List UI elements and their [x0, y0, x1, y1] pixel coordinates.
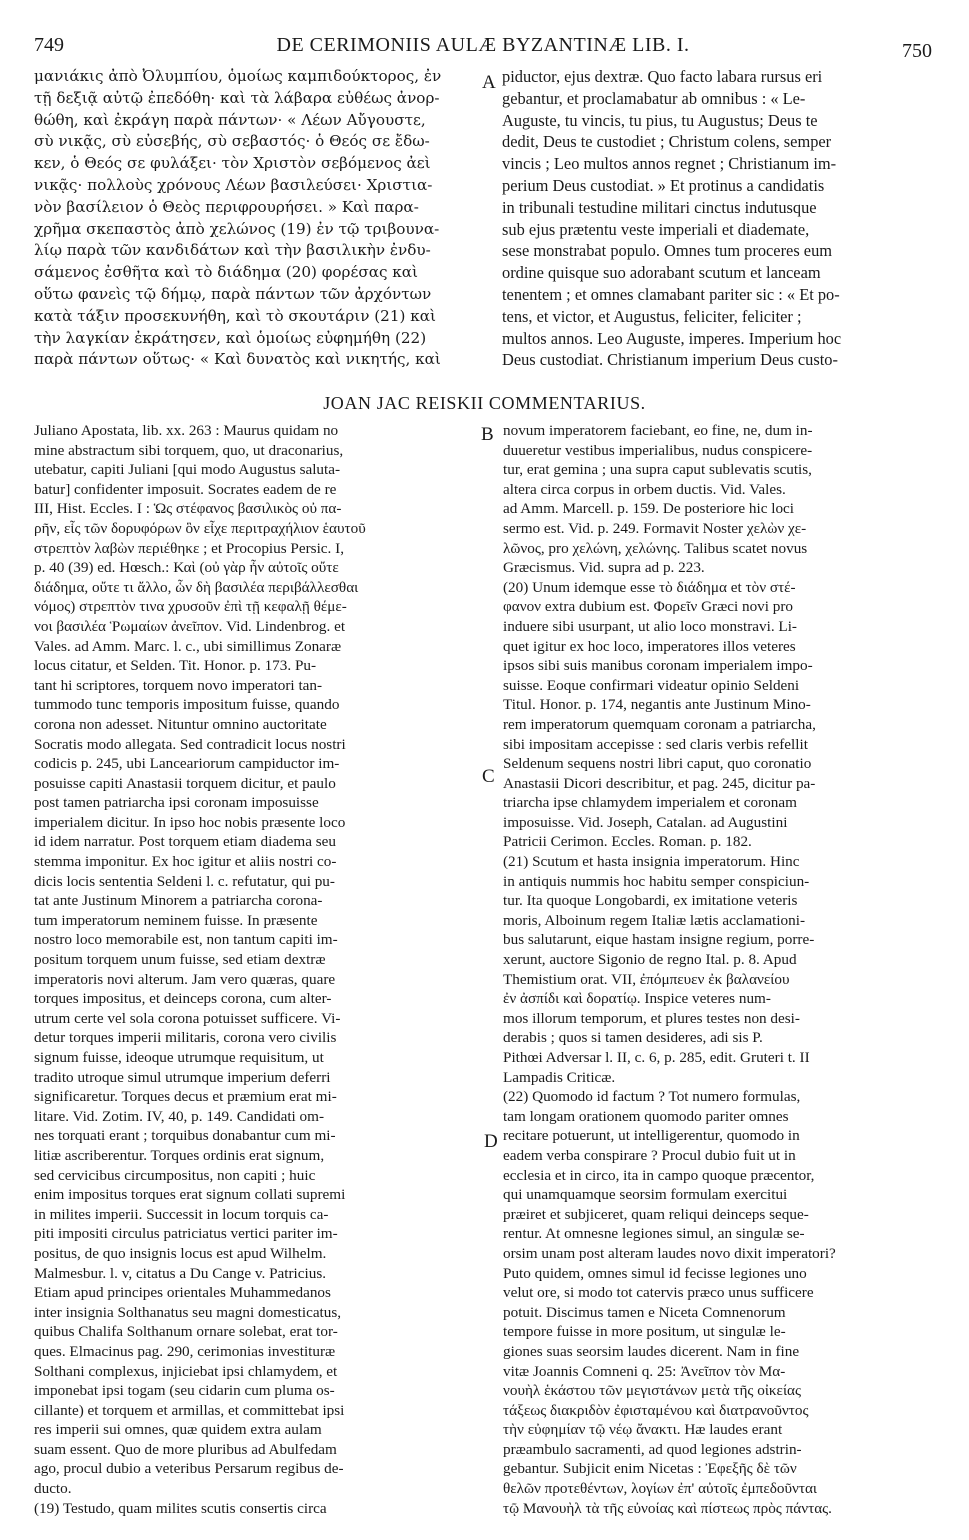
running-title: DE CERIMONIIS AULÆ BYZANTINÆ LIB. I. — [276, 34, 690, 56]
page-number-left: 749 — [34, 34, 64, 56]
margin-marker-b: B — [481, 424, 494, 445]
page-header — [34, 34, 932, 64]
margin-marker-a: A — [482, 72, 496, 93]
greek-text-column: μανιάκις ἀπὸ Ὀλυμπίου, ὁμοίως καμπιδούκτορος, ἐν τῇ δεξιᾷ αὐτῷ ἐπεδόθη· καὶ τὰ λάβαρα εὐθέως ἀνορ- θώθη, καὶ ἐκράγη παρὰ πάντων· « Λέων Αὔγουστε, σὺ νικᾷς, σὺ εὐσεβής, σὺ σεβαστός· ὁ Θεός σε ἔδω- κεν, ὁ Θεός σε φυλάξει· τὸν Χριστὸν σεβόμενος ἀεὶ νικᾷς· πολλοὺς χρόνους Λέων βασιλεύσει· Χριστια- νὸν βασίλειον ὁ Θεὸς περιφρουρήσει. » Καὶ παρα- χρῆμα σκεπαστὸς ἀπὸ χελώνος (19) ἐν τῷ τριβουνα- λίῳ παρὰ τῶν κανδιδάτων καὶ τὴν βασιλικὴν ἐνδυ- σάμενος ἐσθῆτα καὶ τὸ διάδημα (20) φορέσας καὶ οὕτω φανεὶς τῷ δήμῳ, παρὰ πάντων τῶν ἀρχόντων κατὰ τάξιν προσεκυνήθη, καὶ τὸ σκουτάριν (21) καὶ τὴν λαγκίαν ἐκράτησεν, καὶ ὁμοίως εὐφημήθη (22) παρὰ πάντων οὕτως· « Καὶ δυνατὸς καὶ νικητής, καὶ — [34, 67, 442, 369]
notes-left-column: Juliano Apostata, lib. xx. 263 : Maurus quidam no mine abstractum sibi torquem, quo, ut draconarius, utebatur, capiti Juliani [qui modo Augustus saluta- batur] confidenter imposuit. Socrates eadem de re III, Hist. Eccles. I : Ὡς στέφανος βασιλικὸς οὐ πα- ρῆν, εἷς τῶν δορυφόρων ὃν εἶχε περιτραχήλιον ἑαυτοῦ στρεπτὸν λαβὼν περιέθηκε ; et Procopius Persic. I, p. 40 (39) ed. Hœsch.: Καὶ (οὐ γὰρ ἦν αὐτοῖς οὔτε διάδημα, οὔτε τι ἄλλο, ὧν δὴ βασιλέα περιβάλλεσθαι νόμος) στρεπτὸν τινα χρυσοῦν ἐπὶ τῇ κεφαλῇ θέμε- νοι βασιλέα Ῥωμαίων ἀνεῖπον. Vid. Lindenbrog. et Vales. ad Amm. Marc. l. c., ubi simillimus Zonaræ locus citatur, et Selden. Tit. Honor. p. 173. Pu- tant hi scriptores, torquem novo imperatori tan- tummodo tunc temporis impositum fuisse, quando corona non adesset. Nituntur omnino auctoritate Socratis modo allegata. Sed contradicit locus nostri codicis p. 245, ubi Lanceariorum campiductor im- posuisse capiti Anastasii torquem dicitur, et paulo post tamen patriarcha ipsi coronam imposuisse imperialem dicitur. In ipso hoc nobis præsente loco id idem narratur. Post torquem etiam diadema seu stemma imponitur. Ex hoc igitur et aliis nostri co- dicis locis sententia Seldeni l. c. refutatur, qui pu- tat ante Justinum Minorem a patriarcha corona- tum imperatorum neminem fuisse. In præsente nostro loco memorabile est, non tantum capiti im- positum torquem unum fuisse, sed etiam dextræ imperatoris novi alterum. Jam vero quæras, quare torques impositus, et deinceps corona, cum alter- utrum certe vel sola corona potuisset sufficere. Vi- detur torques imperii militaris, corona vero civilis signum fuisse, ideoque utrumque requisitum, ut tradito utroque simul utrumque imperium deferri significaretur. Torques decus et præmium erat mi- litare. Vid. Zotim. IV, 40, p. 149. Candidati om- nes torquati erant ; torquibus donabantur cum mi- litiæ ascriberentur. Torques ordinis erat signum, sed cervicibus circumpositus, non capiti ; huic enim impositus torques erat signum collati supremi in milites imperii. Successit in locum torquis ca- piti impositi circulus patriciatus vertici pariter im- positus, de quo insignis locus est apud Wilhelm. Malmesbur. l. v, citatus a Du Cange v. Patricius. Etiam apud principes orientales Muhammedanos inter insignia Solthanatus seu magni domesticatus, quibus Chalifa Solthanum ornare solebat, erat tor- ques. Elmacinus pag. 290, cerimonias investituræ Solthani complexus, injiciebat ipsi chlamydem, et imponebat ipsi togam (seu cidarin cum pluma os- cillante) et torquem et armillas, et committebat ipsi res imperii sui omnes, quæ quidem extra aulam suam essent. Quo de more pluribus ad Abulfedam ago, procul dubio a veteribus Persarum regibus de- ducto. (19) Testudo, quam milites scutis consertis circa — [34, 422, 366, 1517]
margin-marker-d: D — [484, 1131, 498, 1152]
commentary-heading: JOAN JAC REISKII COMMENTARIUS. — [323, 393, 646, 413]
page-number-right: 750 — [902, 40, 932, 62]
margin-marker-c: C — [482, 766, 495, 787]
notes-right-column: novum imperatorem faciebant, eo fine, ne, dum in- duueretur vestibus imperialibus, nudus conspicere- tur, erat gemina ; una supra caput sublevatis scutis, altera circa corpus in orbem ductis. Vid. Vales. ad Amm. Marcell. p. 159. De posteriore hic loci sermo est. Vid. p. 249. Formavit Noster χελὼν χε- λῶνος, pro χελώνη, χελώνης. Talibus scatet novus Græcismus. Vid. supra ad p. 223. (20) Unum idemque esse τὸ διάδημα et τὸν στέ- φανον extra dubium est. Φορεῖν Græci novi pro induere sibi usurpant, ut alio loco monstravi. Li- quet igitur ex hoc loco, imperatores illos veteres ipsos sibi suis manibus coronam imperialem impo- suisse. Eoque confirmari videatur opinio Seldeni Titul. Honor. p. 174, negantis ante Justinum Mino- rem imperatorum quemquam coronam a patriarcha, sibi impositam accepisse : sed claris verbis refellit Seldenum sequens nostri libri caput, quo coronatio Anastasii Dicori describitur, et pag. 245, dicitur pa- triarcha ipse chlamydem imperialem et coronam imposuisse. Vid. Joseph, Catalan. ad Augustini Patricii Cerimon. Eccles. Roman. p. 182. (21) Scutum et hasta insignia imperatorum. Hinc in antiquis nummis hoc habitu semper conspiciun- tur. Ita quoque Longobardi, ex imitatione veteris moris, Alboinum regem Italiæ lætis acclamationi- bus salutarunt, eique hastam insigne regium, porre- xerunt, auctore Sigonio de regno Ital. p. 8. Apud Themistium orat. VII, ἐπόμπευεν ἐκ βαλανείου ἐν ἀσπίδι καὶ δορατίῳ. Inspice veteres num- mos illorum temporum, et plures testes non desi- derabis ; quos si tamen desideres, adi sis P. Pithœi Adversar l. II, c. 6, p. 285, edit. Gruteri t. II Lampadis Criticæ. (22) Quomodo id factum ? Tot numero formulas, tam longam orationem quomodo pariter omnes recitare potuerunt, ut intelligerentur, quomodo in eadem verba conspirare ? Procul dubio fuit ut in ecclesia et in circo, ita in campo quoque præcentor, qui unamquamque seorsim formulam exercitui præiret et subjiceret, quam reliqui deinceps seque- rentur. At omnesne legiones simul, an singulæ se- orsim unam post alteram laudes novo dixit imperatori? Puto quidem, omnes simul id fecisse legiones uno velut ore, si modo tot catervis præco unus sufficere potuit. Discimus tamen e Niceta Comnenorum tempore fuisse in more positum, ut singulæ le- giones suas seorsim laudes dicerent. Nam in fine vitæ Joannis Comneni q. 25: Ἀνεῖπον τὸν Μα- νουὴλ ἑκάστου τῶν μεγιστάνων μετὰ τῆς οἰκείας τάξεως διακριδὸν ἐφισταμένου καὶ διατρανοῦντος τὴν εὐφημίαν τῷ νέῳ ἄνακτι. Hæ laudes erant præambulo sacramenti, ad quod legiones adstrin- gebantur. Subjicit enim Nicetas : Ἐφεξῆς δὲ τῶν θελῶν προτεθέντων, λογίων ἐπ' αὐτοῖς ἐμπεδοῦνται τῷ Μανουὴλ τὰ τῆς εὐνοίας καὶ πίστεως πρὸς πάντας. — [503, 422, 836, 1517]
latin-text-column: piductor, ejus dextræ. Quo facto labara rursus eri gebantur, et proclamabatur ab omnibus : « Le- Auguste, tu vincis, tu pius, tu Augustus; Deus te dedit, Deus te custodiet ; Christum colens, semper vincis ; Leo multos annos regnet ; Christianum im- perium Deus custodiat. » Et protinus a candidatis in tribunali testudine militari cinctus indutusque sub ejus prætentu veste imperiali et diademate, sese monstrabat populo. Omnes tum proceres eum ordine quisque suo adorabant scutum et lanceam tenentem ; et omnes clamabant pariter sic : « Et po- tens, et victor, et Augustus, feliciter, feliciter ; multos annos. Leo Auguste, imperes. Imperium hoc Deus custodiat. Christianum imperium Deus custo- — [502, 67, 842, 370]
